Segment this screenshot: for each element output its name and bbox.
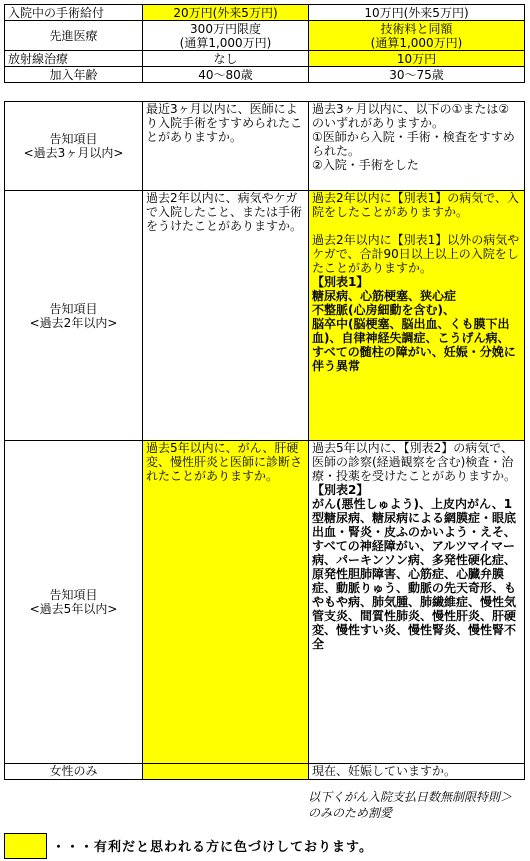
table-row [5,21,525,51]
table-row [5,191,525,441]
list-heading: 【別表1】 [312,275,369,289]
disease-list: 糖尿病、心筋梗塞、狭心症 不整脈(心房細動を含む)、 脳卒中(脳梗塞、脳出血、くも膜下出血)、自律神経失調症、こうげん病、すべての髄柱の障がい、妊娠・分娩に伴う異常 [312,289,516,373]
cell-paragraph: 過去5年以内に、【別表2】の病気で、医師の診察(経過観察を含む)検査・治療・投薬を受けたことがありますか。 [312,441,517,483]
row-label: 告知項目 <過去5年以内> [5,441,143,764]
legend-text: ・・・有利だと思われる方に色づけしております。 [52,840,373,855]
cell-left: 過去2年以内に、病気やケガで入院したこと、または手術をうけたことがありますか。 [143,191,309,441]
spacer [312,219,521,233]
disclosure-table [4,101,525,780]
cell-left: 過去5年以内に、がん、肝硬変、慢性肝炎と医師に診断されたことがありますか。 [143,441,309,764]
cell-left: 40～80歳 [143,67,309,83]
cell-right: 10万円(外来5万円) [309,5,525,21]
cell-right [309,441,525,764]
cell-left [143,764,309,780]
row-label: 告知項目 <過去2年以内> [5,191,143,441]
list-heading: 【別表2】 [312,483,369,497]
footnote: 以下くがん入院支払日数無制限特則＞のみのため割愛 [308,790,513,820]
row-label: 先進医療 [5,21,143,51]
cell-right: 過去3ヶ月以内に、以下の①または②のいずれがありますか。 ①医師から入院・手術・検査をすすめられた。 ②入院・手術をした [309,102,525,191]
cell-right [309,191,525,441]
row-label: 入院中の手術給付 [5,5,143,21]
table-row [5,51,525,67]
cell-paragraph: 過去2年以内に【別表1】の病気で、入院をしたことがありますか。 [312,191,520,219]
cell-left: 20万円(外来5万円) [143,5,309,21]
cell-left: 最近3ヶ月以内に、医師により入院手術をすすめられたことがありますか。 [143,102,309,191]
row-label: 加入年齢 [5,67,143,83]
table-row [5,764,525,780]
cell-paragraph: 過去2年以内に【別表1】以外の病気やケガで、合計90日以上以上の入院をしたことがありますか。 [312,233,520,275]
table-row [5,5,525,21]
cell-right: 技術料と同額 (通算1,000万円) [309,21,525,51]
cell-right: 現在、妊娠していますか。 [309,764,525,780]
cell-left: 300万円限度 (通算1,000万円) [143,21,309,51]
summary-table [4,4,525,83]
row-label: 女性のみ [5,764,143,780]
disease-list: がん(悪性しゅよう)、上皮内がん、1型糖尿病、糖尿病による網膜症・眼底出血・腎炎・皮ふのかいよう・えそ、すべての神経障がい、アルツマイマー病、パーキンソン病、多発性硬化症、原発性胆肺障害、心筋症、心臓弁膜症、動脈りゅう、動脈の先天奇形、もやもや病、肺気腫、肺繊維症、慢性気管支炎、間質性肺炎、慢性肝炎、肝硬変、慢性すい炎、慢性腎炎、慢性腎不全 [312,497,517,651]
table-row [5,102,525,191]
row-label: 放射線治療 [5,51,143,67]
table-row [5,441,525,764]
table-row [5,67,525,83]
cell-right: 30～75歳 [309,67,525,83]
legend-swatch [4,833,47,859]
cell-right: 10万円 [309,51,525,67]
cell-left: なし [143,51,309,67]
row-label: 告知項目 <過去3ヶ月以内> [5,102,143,191]
